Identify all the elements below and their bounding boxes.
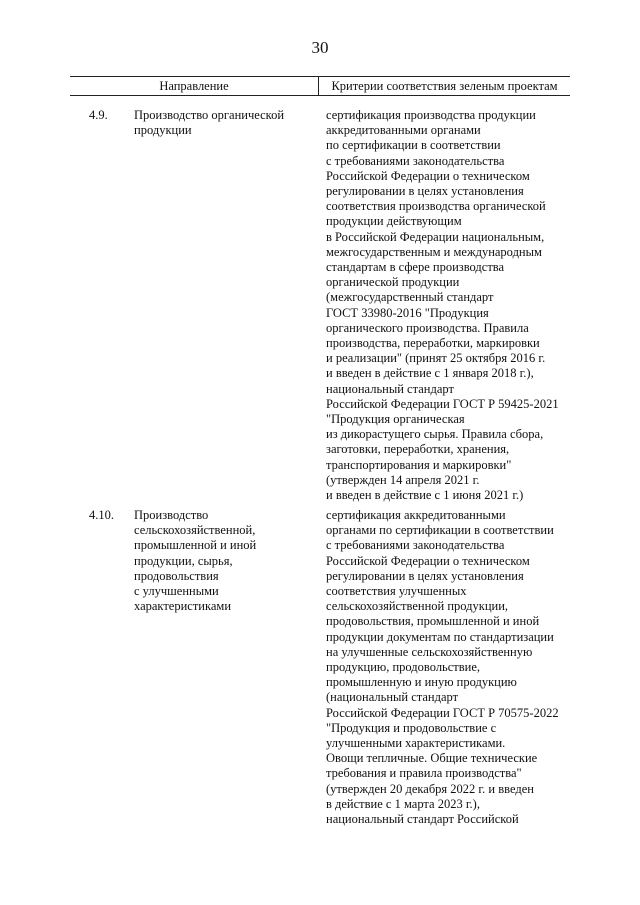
row-number: 4.9. — [89, 108, 108, 122]
row-criteria: сертификация аккредитованными органами по сертификации в соответствии с требованиями законодательства Российской Федерации о техническом регулировании в целях установления соответствия улучшенных сельскохозяйственной продукции, продовольствия, промышленной и иной продукции документам по стандартизации на улучшенные сельскохозяйственную продукцию, продовольствие, промышленную и иную продукцию (национальный стандарт Российской Федерации ГОСТ Р 70575-2022 "Продукция и продовольствие с улучшенными характеристиками. Овощи тепличные. Общие технические требования и правила производства" (утвержден 20 декабря 2022 г. и введен в действие с 1 марта 2023 г.), национальный стандарт Российской — [326, 508, 559, 827]
column-header-direction: Направление — [159, 78, 229, 93]
row-criteria: сертификация производства продукции аккредитованными органами по сертификации в соответствии с требованиями законодательства Российской Федерации о техническом регулировании в целях установления соответствия производства органической продукции действующим в Российской Федерации национальным, межгосударственным и международным стандартам в сфере производства органической продукции (межгосударственный стандарт ГОСТ 33980-2016 "Продукция органического производства. Правила производства, переработки, маркировки и реализации" (принят 25 октября 2016 г. и введен в действие с 1 января 2018 г.), национальный стандарт Российской Федерации ГОСТ Р 59425-2021 "Продукция органическая из дикорастущего сырья. Правила сбора, заготовки, переработки, хранения, транспортирования и маркировки" (утвержден 14 апреля 2021 г. и введен в действие с 1 июня 2021 г.) — [326, 108, 559, 503]
row-number: 4.10. — [89, 508, 114, 522]
row-direction: Производство органической продукции — [134, 108, 285, 138]
row-direction: Производство сельскохозяйственной, промышленной и иной продукции, сырья, продовольствия с улучшенными характеристиками — [134, 508, 257, 614]
page-number: 30 — [311, 38, 329, 57]
column-header-criteria: Критерии соответствия зеленым проектам — [318, 77, 570, 95]
table-header — [70, 76, 570, 96]
